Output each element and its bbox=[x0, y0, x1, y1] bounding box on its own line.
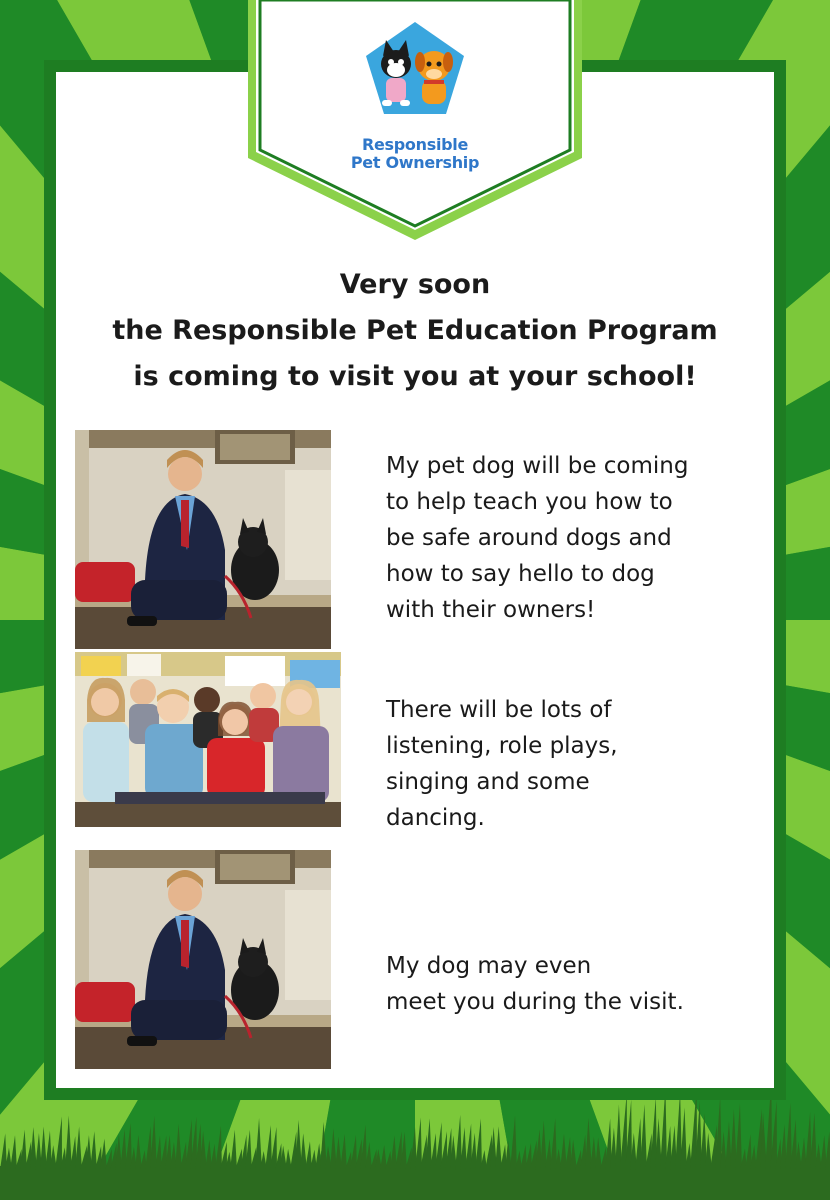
section-1-line: with their owners! bbox=[386, 597, 596, 623]
section-2-line: listening, role plays, bbox=[386, 733, 618, 759]
logo-line-2: Pet Ownership bbox=[350, 153, 480, 172]
section-3-line: meet you during the visit. bbox=[386, 989, 684, 1015]
section-2-line: There will be lots of bbox=[386, 697, 612, 723]
section-1-line: to help teach you how to bbox=[386, 489, 673, 515]
section-1-line: be safe around dogs and bbox=[386, 525, 672, 551]
cat-and-dog-logo-icon bbox=[366, 22, 464, 114]
section-1-line: how to say hello to dog bbox=[386, 561, 655, 587]
grass-footer bbox=[0, 1100, 830, 1200]
section-3-text bbox=[386, 948, 684, 1020]
logo-line-1: Responsible bbox=[361, 135, 469, 154]
section-2-line: dancing. bbox=[386, 805, 485, 831]
headline bbox=[60, 262, 770, 400]
section-2-text bbox=[386, 692, 618, 836]
headline-line-1: Very soon bbox=[339, 269, 491, 300]
woman-with-dog-photo-2 bbox=[75, 850, 331, 1069]
logo-wordmark bbox=[300, 136, 530, 172]
section-3-line: My dog may even bbox=[386, 953, 592, 979]
section-2-line: singing and some bbox=[386, 769, 590, 795]
headline-line-3: is coming to visit you at your school! bbox=[133, 361, 697, 392]
children-group-photo bbox=[75, 652, 341, 827]
headline-line-2: the Responsible Pet Education Program bbox=[112, 315, 718, 346]
section-1-text bbox=[386, 448, 688, 628]
section-1-line: My pet dog will be coming bbox=[386, 453, 689, 479]
woman-with-dog-photo bbox=[75, 430, 331, 649]
